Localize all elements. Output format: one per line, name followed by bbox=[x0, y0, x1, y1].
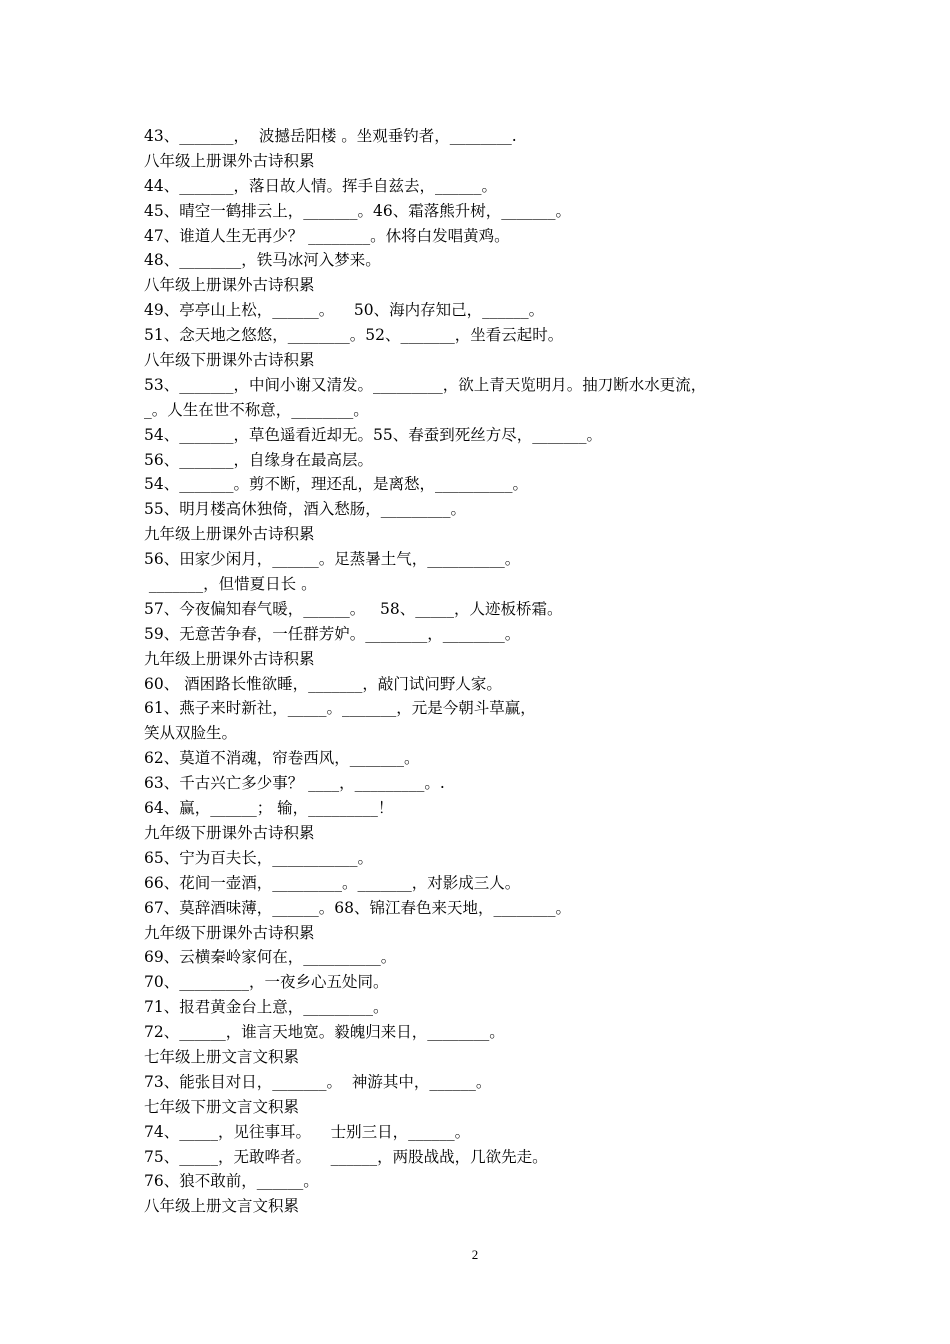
text-line: _。人生在世不称意，________。 bbox=[144, 400, 369, 419]
section-heading: 七年级下册文言文积累 bbox=[144, 1097, 300, 1116]
section-heading: 八年级上册课外古诗积累 bbox=[144, 276, 315, 295]
text-line: 57、今夜偏知春气暖，______。 58、_____，人迹板桥霜。 bbox=[144, 599, 563, 618]
text-line: 71、报君黄金台上意，_________。 bbox=[144, 998, 389, 1017]
text-line: 54、_______，草色遥看近却无。55、春蚕到死丝方尽，_______。 bbox=[144, 425, 602, 444]
text-line: 53、_______，中间小谢又清发。_________，欲上青天览明月。抽刀断水水更流， bbox=[144, 375, 707, 394]
text-line: 64、赢，______； 输，_________！ bbox=[144, 799, 394, 818]
section-heading: 八年级上册文言文积累 bbox=[144, 1197, 300, 1216]
text-line: 55、明月楼高休独倚，酒入愁肠，_________。 bbox=[144, 500, 466, 519]
text-line: 60、 酒困路长惟欲睡，_______，敲门试问野人家。 bbox=[144, 674, 502, 693]
section-heading: 九年级下册课外古诗积累 bbox=[144, 823, 315, 842]
text-line: 75、_____，无敢哗者。 ______，两股战战，几欲先走。 bbox=[144, 1147, 548, 1166]
section-heading: 七年级上册文言文积累 bbox=[144, 1047, 300, 1066]
text-line: 47、谁道人生无再少？ ________。休将白发唱黄鸡。 bbox=[144, 226, 510, 245]
text-line: 54、_______。剪不断，理还乱，是离愁，__________。 bbox=[144, 475, 528, 494]
text-line: 65、宁为百夫长，___________。 bbox=[144, 848, 373, 867]
section-heading: 九年级上册课外古诗积累 bbox=[144, 525, 315, 544]
text-body bbox=[144, 124, 824, 1219]
text-line: 73、能张目对日，_______。 神游其中，______。 bbox=[144, 1072, 492, 1091]
text-line: 69、云横秦岭家何在，__________。 bbox=[144, 948, 397, 967]
text-line: 44、_______，落日故人情。挥手自兹去，______。 bbox=[144, 176, 497, 195]
text-line: 74、_____，见往事耳。 士别三日，______。 bbox=[144, 1122, 471, 1141]
text-line: _______，但惜夏日长 。 bbox=[144, 575, 317, 594]
text-line: 66、花间一壶酒，_________。_______，对影成三人。 bbox=[144, 873, 521, 892]
page-number: 2 bbox=[471, 1247, 479, 1262]
text-line: 63、千古兴亡多少事？ ____，_________。. bbox=[144, 774, 445, 793]
text-line: 62、莫道不消魂，帘卷西风，_______。 bbox=[144, 749, 420, 768]
text-line: 56、田家少闲月，______。足蒸暑土气，__________。 bbox=[144, 550, 521, 569]
text-line: 70、_________，一夜乡心五处同。 bbox=[144, 973, 389, 992]
text-line: 72、______，谁言天地宽。毅魄归来日，________。 bbox=[144, 1023, 505, 1042]
text-line: 61、燕子来时新社，_____。_______，元是今朝斗草赢， bbox=[144, 699, 536, 718]
section-heading: 八年级下册课外古诗积累 bbox=[144, 351, 315, 370]
text-line: 56、_______，自缘身在最高层。 bbox=[144, 450, 373, 469]
section-heading: 九年级下册课外古诗积累 bbox=[144, 923, 315, 942]
text-line: 43、_______， 波撼岳阳楼 。坐观垂钓者，________. bbox=[144, 127, 517, 145]
text-line: 48、________，铁马冰河入梦来。 bbox=[144, 251, 381, 270]
section-heading: 八年级上册课外古诗积累 bbox=[144, 151, 315, 170]
text-line: 51、念天地之悠悠，________。52、_______，坐看云起时。 bbox=[144, 326, 564, 345]
text-line: 笑从双脸生。 bbox=[144, 724, 238, 743]
text-line: 49、亭亭山上松，______。 50、海内存知己，______。 bbox=[144, 301, 545, 320]
text-line: 76、狼不敢前，______。 bbox=[144, 1172, 319, 1191]
text-line: 45、晴空一鹤排云上，_______。46、霜落熊升树，_______。 bbox=[144, 201, 571, 220]
text-line: 59、无意苦争春，一任群芳妒。________，________。 bbox=[144, 624, 521, 643]
section-heading: 九年级上册课外古诗积累 bbox=[144, 649, 315, 668]
text-line: 67、莫辞酒味薄，______。68、锦江春色来天地，________。 bbox=[144, 898, 571, 917]
